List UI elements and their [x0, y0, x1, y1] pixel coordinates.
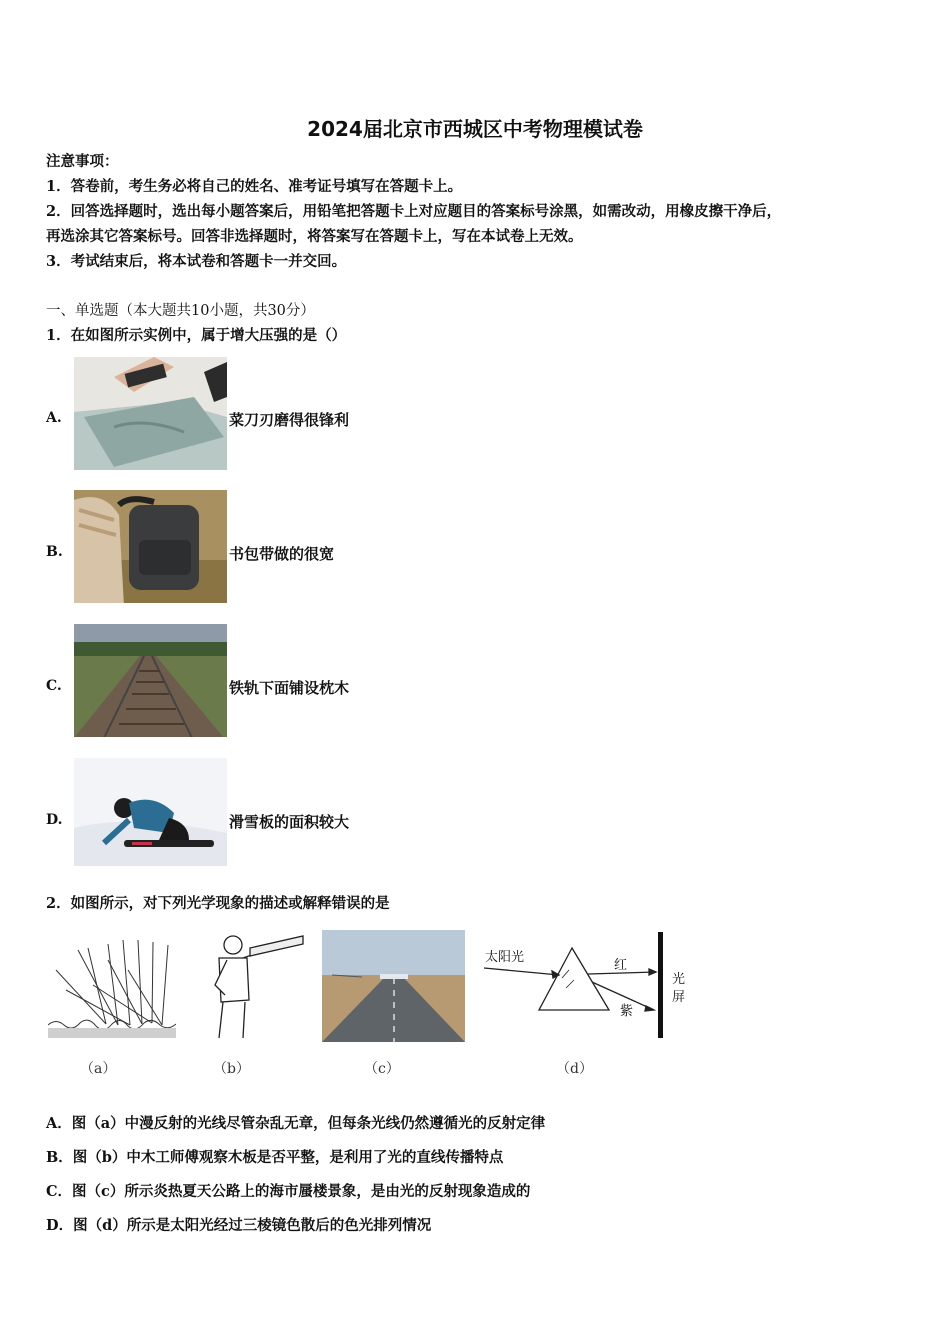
- sunlight-label: 太阳光: [485, 950, 525, 965]
- q1-option-d-label: D.: [46, 812, 63, 828]
- screen-label-1: 光: [672, 972, 686, 987]
- prism-dispersion-figure: [484, 930, 694, 1042]
- q2-option-d: [46, 1214, 431, 1235]
- notice-item-1: 1．答卷前，考生务必将自己的姓名、准考证号填写在答题卡上。: [46, 178, 463, 195]
- screen-label-2: 屏: [672, 990, 686, 1005]
- notice-item-3: 3．考试结束后，将本试卷和答题卡一并交回。: [46, 253, 347, 270]
- notice-item-2: 2．回答选择题时，选出每小题答案后，用铅笔把答题卡上对应题目的答案标号涂黑，如需改动，用橡皮擦干净后，: [46, 203, 782, 220]
- section-heading: 一、单选题（本大题共10小题，共30分）: [46, 303, 315, 319]
- q2-option-b-label: B．: [46, 1149, 73, 1166]
- figure-caption-a: （a）: [80, 1061, 117, 1077]
- snowboarder-photo: [74, 758, 227, 871]
- diffuse-reflection-figure: [48, 930, 176, 1040]
- red-light-label: 红: [614, 958, 628, 973]
- notice-item-2-cont: 再选涂其它答案标号。回答非选择题时，将答案写在答题卡上，写在本试卷上无效。: [46, 228, 583, 245]
- q1-stem: 1．在如图所示实例中，属于增大压强的是（）: [46, 327, 347, 344]
- figure-caption-b: （b）: [213, 1061, 250, 1077]
- q2-option-c-text: 图（c）所示炎热夏天公路上的海市蜃楼景象，是由光的反射现象造成的: [72, 1183, 531, 1200]
- q1-option-a-text: 菜刀刃磨得很锋利: [229, 411, 350, 429]
- q2-stem: 2．如图所示，对下列光学现象的描述或解释错误的是: [46, 895, 390, 912]
- q2-option-a-text: 图（a）中漫反射的光线尽管杂乱无章，但每条光线仍然遵循光的反射定律: [71, 1115, 546, 1132]
- figure-caption-c: （c）: [364, 1061, 400, 1077]
- q2-option-a: [46, 1112, 545, 1133]
- backpack-photo: [74, 490, 227, 603]
- q2-option-d-label: D．: [46, 1217, 74, 1234]
- notice-heading: 注意事项：: [46, 153, 119, 170]
- q2-option-a-label: A．: [46, 1115, 72, 1132]
- figure-caption-d: （d）: [556, 1061, 593, 1077]
- q2-option-d-text: 图（d）所示是太阳光经过三棱镜色散后的色光排列情况: [73, 1217, 432, 1234]
- q1-option-b-label: B.: [46, 544, 63, 560]
- q1-option-b-text: 书包带做的很宽: [229, 545, 335, 563]
- knife-sharpening-photo: [74, 357, 227, 470]
- q1-option-a-label: A.: [46, 410, 62, 426]
- q2-option-c: [46, 1180, 530, 1201]
- q2-option-b-text: 图（b）中木工师傅观察木板是否平整，是利用了光的直线传播特点: [72, 1149, 504, 1166]
- q1-option-c-label: C.: [46, 678, 62, 694]
- q1-option-c-text: 铁轨下面铺设枕木: [229, 679, 350, 697]
- railway-photo: [74, 624, 227, 737]
- q1-option-d-text: 滑雪板的面积较大: [229, 813, 350, 831]
- q2-option-b: [46, 1146, 503, 1167]
- page-title: 2024届北京市西城区中考物理模试卷: [307, 117, 643, 141]
- road-mirage-photo: [322, 930, 465, 1042]
- carpenter-figure: [205, 930, 305, 1042]
- violet-light-label: 紫: [620, 1004, 634, 1019]
- q2-option-c-label: C．: [46, 1183, 73, 1200]
